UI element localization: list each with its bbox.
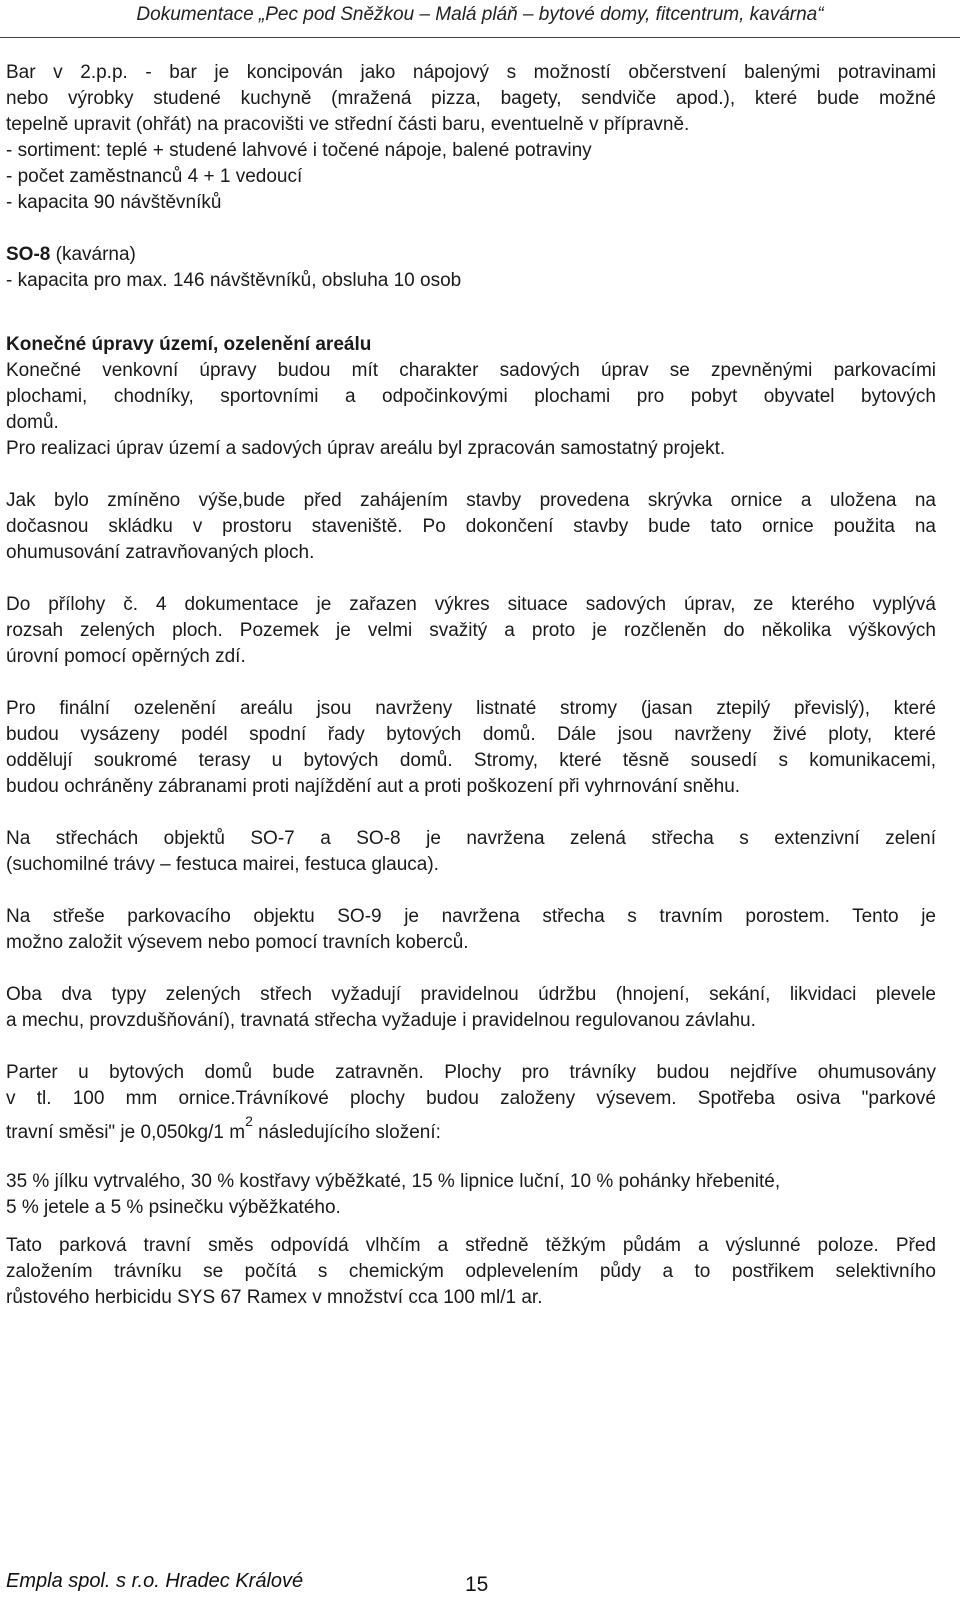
text-line: možno založit výsevem nebo pomocí travních koberců. (6, 932, 469, 953)
superscript: 2 (245, 1113, 253, 1129)
list-item: - sortiment: teplé + studené lahvové i točené nápoje, balené potraviny (6, 140, 592, 161)
text-fragment: následujícího složení: (252, 1122, 441, 1143)
text-line: oddělují soukromé terasy u bytových domů. Stromy, které těsně sousedí s komunikacemi, (6, 750, 936, 771)
section-heading: Konečné úpravy území, ozelenění areálu (6, 334, 372, 355)
text-line: Bar v 2.p.p. - bar je koncipován jako nápojový s možností občerstvení balenými potravinami (6, 62, 936, 83)
text-line: Jak bylo zmíněno výše,bude před zahájením stavby provedena skrývka ornice a uložena na (6, 490, 936, 511)
so8-title (6, 242, 936, 268)
text-fragment: travní směsi" je 0,050kg/1 m (6, 1122, 246, 1143)
footer-company: Empla spol. s r.o. Hradec Králové (6, 1570, 304, 1592)
text-line: založením trávníku se počítá s chemickým odplevelením půdy a to postřikem selektivního (6, 1261, 936, 1282)
list-item: - kapacita pro max. 146 návštěvníků, obsluha 10 osob (6, 270, 462, 291)
so8-desc: (kavárna) (50, 244, 136, 265)
text-line: plochami, chodníky, sportovními a odpočinkovými plochami pro pobyt obyvatel bytových (6, 386, 936, 407)
list-item: - počet zaměstnanců 4 + 1 vedoucí (6, 166, 303, 187)
text-line: tepelně upravit (ohřát) na pracovišti ve střední části baru, eventuelně v přípravně. (6, 114, 690, 135)
text-line: 5 % jetele a 5 % psinečku výběžkatého. (6, 1197, 341, 1218)
text-line: růstového herbicidu SYS 67 Ramex v množství cca 100 ml/1 ar. (6, 1287, 543, 1308)
text-line: nebo výrobky studené kuchyně (mražená pizza, bagety, sendviče apod.), které bude možné (6, 88, 936, 109)
landscaping-section (6, 332, 936, 1146)
seed-mix-section (6, 1169, 936, 1311)
text-line: Do přílohy č. 4 dokumentace je zařazen výkres situace sadových úprav, ze kterého vyplývá (6, 594, 936, 615)
list-item: - kapacita 90 návštěvníků (6, 192, 222, 213)
text-line: (suchomilné trávy – festuca mairei, festuca glauca). (6, 854, 439, 875)
text-line: domů. (6, 412, 59, 433)
header-divider (0, 37, 960, 38)
text-line: budou ochráněny zábranami proti najíždění aut a proti poškození při vyhrnování sněhu. (6, 776, 741, 797)
page-number: 15 (465, 1573, 489, 1596)
text-line: Pro realizaci úprav území a sadových úprav areálu byl zpracován samostatný projekt. (6, 438, 726, 459)
text-line: Na střechách objektů SO-7 a SO-8 je navržena zelená střecha s extenzivní zelení (6, 828, 936, 849)
text-line: Pro finální ozelenění areálu jsou navrženy listnaté stromy (jasan ztepilý převislý), které (6, 698, 936, 719)
text-line: Parter u bytových domů bude zatravněn. Plochy pro trávníky budou nejdříve ohumusovány (6, 1062, 936, 1083)
text-line: Tato parková travní směs odpovídá vlhčím a středně těžkým půdám a výslunné poloze. Před (6, 1235, 936, 1256)
text-line: Konečné venkovní úpravy budou mít charakter sadových úprav se zpevněnými parkovacími (6, 360, 936, 381)
text-line: Na střeše parkovacího objektu SO-9 je navržena střecha s travním porostem. Tento je (6, 906, 936, 927)
text-line: rozsah zelených ploch. Pozemek je velmi svažitý a proto je rozčleněn do několika výškových (6, 620, 936, 641)
document-header: Dokumentace „Pec pod Sněžkou – Malá pláň – bytové domy, fitcentrum, kavárna“ (136, 4, 824, 25)
text-line: dočasnou skládku v prostoru staveniště. Po dokončení stavby bude tato ornice použita na (6, 516, 936, 537)
text-line: v tl. 100 mm ornice.Trávníkové plochy budou založeny výsevem. Spotřeba osiva "parkové (6, 1088, 936, 1109)
so8-label: SO-8 (6, 244, 51, 265)
text-line: budou vysázeny podél spodní řady bytových domů. Dále jsou navrženy živé ploty, které (6, 724, 936, 745)
text-line (6, 1113, 936, 1146)
bar-section (6, 60, 936, 216)
text-line: ohumusování zatravňovaných ploch. (6, 542, 315, 563)
so8-section (6, 242, 936, 294)
text-line: a mechu, provzdušňování), travnatá střecha vyžaduje i pravidelnou regulovanou závlahu. (6, 1010, 756, 1031)
text-line: úrovní pomocí opěrných zdí. (6, 646, 246, 667)
text-line: Oba dva typy zelených střech vyžadují pravidelnou údržbu (hnojení, sekání, likvidaci plevele (6, 984, 936, 1005)
text-line: 35 % jílku vytrvalého, 30 % kostřavy výběžkaté, 15 % lipnice luční, 10 % pohánky hřebenité, (6, 1171, 781, 1192)
